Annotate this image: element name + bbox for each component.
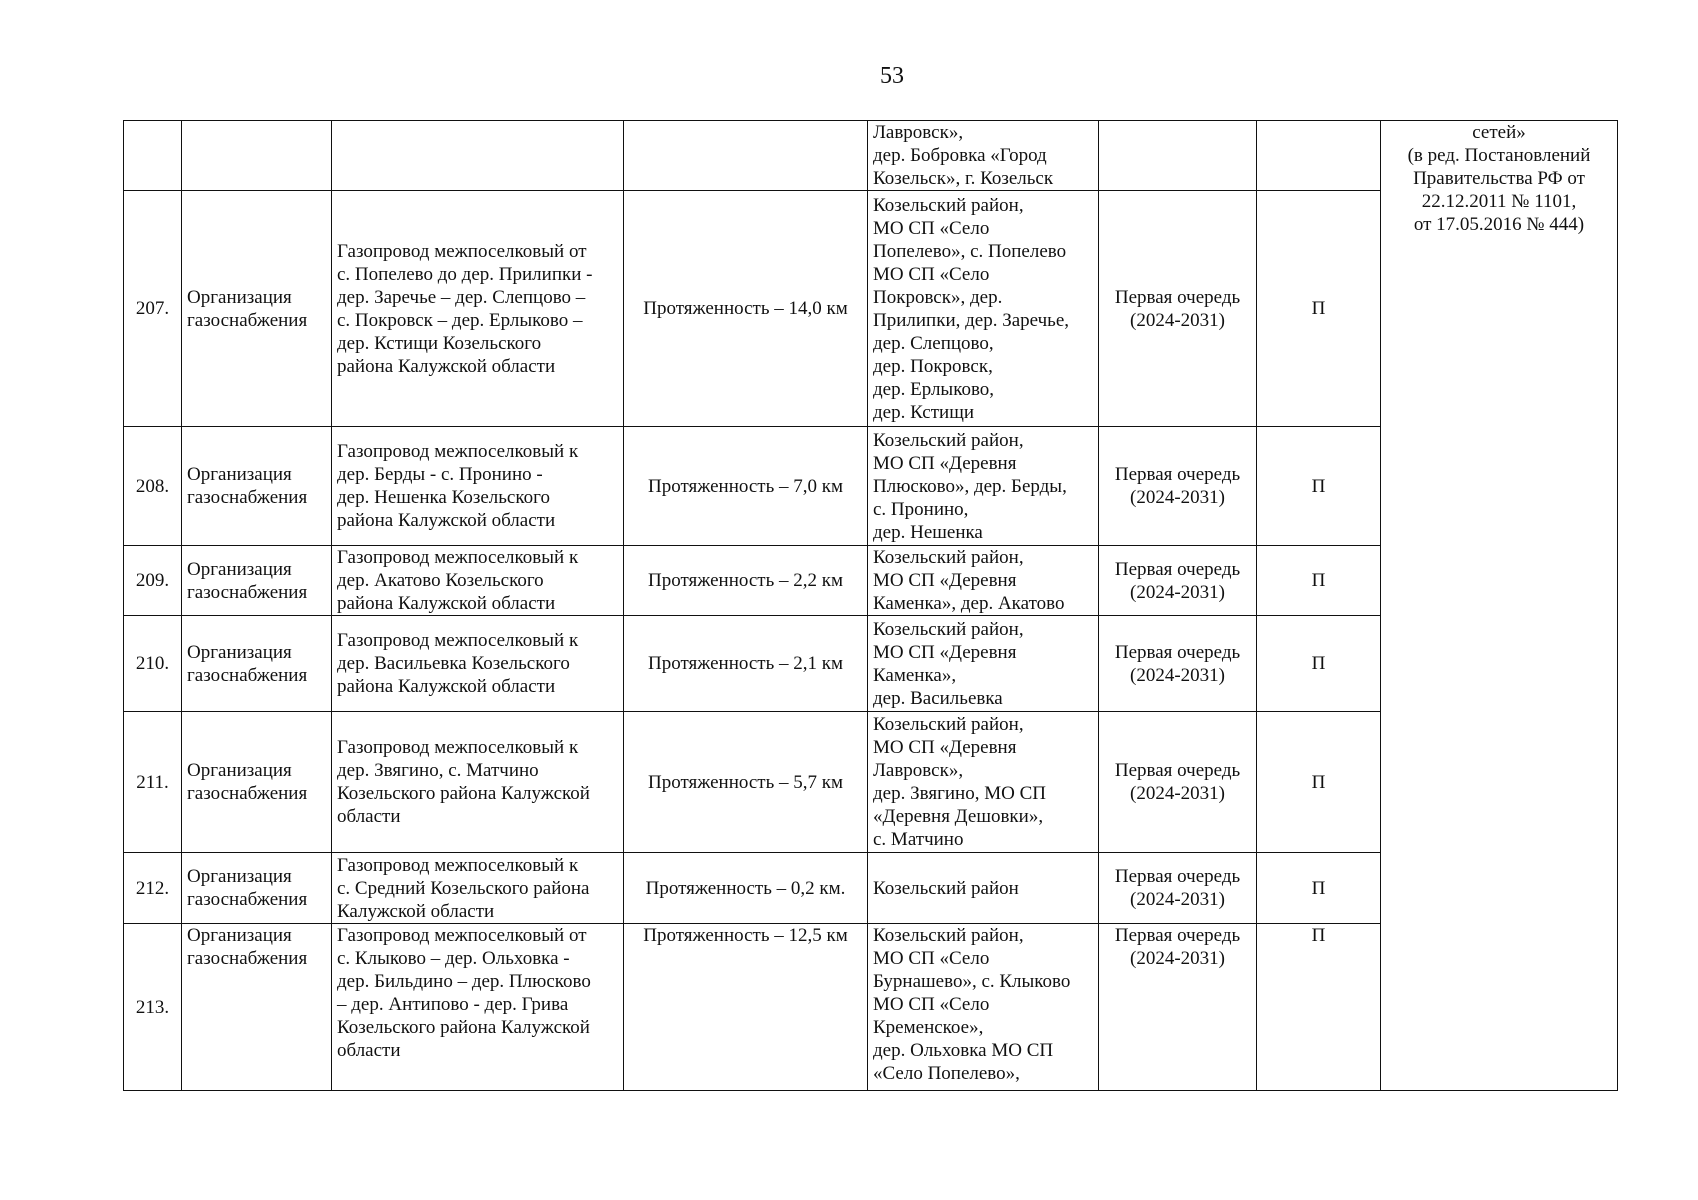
name-line: Газопровод межпоселковый к bbox=[337, 630, 579, 651]
cell-type bbox=[182, 924, 332, 1091]
location-line: Бурнашево», с. Клыково bbox=[873, 971, 1071, 992]
stage-line: Первая очередь bbox=[1114, 866, 1241, 887]
type-line: Организация bbox=[187, 925, 292, 946]
location-line: Лавровск», bbox=[873, 122, 964, 143]
name-line: с. Покровск – дер. Ерлыково – bbox=[337, 309, 583, 331]
location-line: МО СП «Село bbox=[873, 948, 990, 969]
table-body bbox=[124, 121, 1618, 1091]
type-line: газоснабжения bbox=[187, 948, 308, 969]
name-line: дер. Нешенка Козельского bbox=[337, 487, 550, 508]
name-line: района Калужской области bbox=[337, 510, 556, 531]
note-line: от 17.05.2016 № 444) bbox=[1413, 214, 1585, 235]
location-line: дер. Бобровка «Город bbox=[873, 145, 1047, 166]
cell-location bbox=[868, 191, 1099, 427]
type-line: газоснабжения bbox=[187, 487, 308, 508]
stage-line: (2024-2031) bbox=[1130, 948, 1225, 969]
cell-location bbox=[868, 121, 1099, 191]
location-line: Покровск», дер. bbox=[873, 286, 1003, 308]
name-line: области bbox=[337, 1040, 401, 1061]
stage-line: (2024-2031) bbox=[1130, 581, 1225, 603]
cell-location bbox=[868, 616, 1099, 712]
location-line: Козельск», г. Козельск bbox=[873, 168, 1054, 189]
cell-note bbox=[1381, 121, 1618, 1091]
stage-line: Первая очередь bbox=[1114, 760, 1241, 781]
name-line: дер. Васильевка Козельского bbox=[337, 653, 570, 674]
note-line: 22.12.2011 № 1101, bbox=[1421, 191, 1577, 212]
name-line: – дер. Антипово - дер. Грива bbox=[337, 994, 569, 1015]
cell-stage bbox=[1099, 924, 1257, 1091]
name-line: Калужской области bbox=[337, 900, 495, 922]
cell-parameter: Протяженность – 12,5 км bbox=[624, 924, 868, 1091]
location-line: дер. Покровск, bbox=[873, 355, 993, 377]
cell-status: П bbox=[1257, 924, 1381, 1091]
cell-number: 212. bbox=[124, 853, 182, 924]
location-line: Козельский район, bbox=[873, 547, 1024, 568]
cell-name bbox=[332, 616, 624, 712]
cell-type bbox=[182, 616, 332, 712]
cell-type bbox=[182, 853, 332, 924]
type-line: газоснабжения bbox=[187, 889, 308, 910]
cell-status bbox=[1257, 121, 1381, 191]
location-line: МО СП «Деревня bbox=[873, 641, 1017, 663]
cell-type bbox=[182, 546, 332, 616]
cell-name bbox=[332, 712, 624, 853]
cell-name bbox=[332, 924, 624, 1091]
planning-table bbox=[123, 120, 1618, 1091]
type-line: Организация bbox=[187, 464, 292, 485]
location-line: МО СП «Село bbox=[873, 994, 990, 1015]
cell-number: 209. bbox=[124, 546, 182, 616]
cell-status: П bbox=[1257, 853, 1381, 924]
cell-stage bbox=[1099, 712, 1257, 853]
location-line: Кременское», bbox=[873, 1017, 984, 1038]
type-line: Организация bbox=[187, 866, 292, 887]
name-line: Козельского района Калужской bbox=[337, 783, 590, 804]
location-line: дер. Васильевка bbox=[873, 687, 1003, 709]
cell-parameter: Протяженность – 2,1 км bbox=[624, 616, 868, 712]
cell-status: П bbox=[1257, 546, 1381, 616]
cell-status: П bbox=[1257, 712, 1381, 853]
name-line: дер. Кстищи Козельского bbox=[337, 332, 542, 354]
location-line: с. Пронино, bbox=[873, 498, 969, 520]
location-line: дер. Нешенка bbox=[873, 521, 983, 543]
name-line: области bbox=[337, 806, 401, 827]
name-line: дер. Заречье – дер. Слепцово – bbox=[337, 286, 586, 308]
cell-parameter: Протяженность – 14,0 км bbox=[624, 191, 868, 427]
cell-name bbox=[332, 191, 624, 427]
page-number: 53 bbox=[880, 63, 904, 89]
stage-line: (2024-2031) bbox=[1130, 487, 1225, 508]
name-line: дер. Звягино, с. Матчино bbox=[337, 760, 539, 781]
stage-line: Первая очередь bbox=[1114, 641, 1241, 663]
location-line: МО СП «Деревня bbox=[873, 570, 1017, 591]
cell-status: П bbox=[1257, 616, 1381, 712]
cell-location bbox=[868, 924, 1099, 1091]
cell-type bbox=[182, 427, 332, 546]
cell-type bbox=[182, 712, 332, 853]
location-line: дер. Кстищи bbox=[873, 401, 975, 423]
location-line: Козельский район, bbox=[873, 714, 1024, 735]
stage-line: Первая очередь bbox=[1114, 925, 1241, 946]
cell-parameter: Протяженность – 0,2 км. bbox=[624, 853, 868, 924]
location-line: Каменка», дер. Акатово bbox=[873, 593, 1065, 614]
type-line: Организация bbox=[187, 760, 292, 781]
note-line: (в ред. Постановлений bbox=[1407, 145, 1591, 166]
cell-number: 211. bbox=[124, 712, 182, 853]
stage-line: (2024-2031) bbox=[1130, 783, 1225, 804]
name-line: с. Попелево до дер. Прилипки - bbox=[337, 263, 593, 285]
stage-line: Первая очередь bbox=[1114, 558, 1241, 580]
cell-number: 213. bbox=[124, 924, 182, 1091]
type-line: Организация bbox=[187, 558, 292, 580]
name-line: Газопровод межпоселковый к bbox=[337, 547, 579, 568]
cell-name bbox=[332, 427, 624, 546]
name-line: дер. Берды - с. Пронино - bbox=[337, 464, 543, 485]
name-line: Козельского района Калужской bbox=[337, 1017, 590, 1038]
location-line: с. Матчино bbox=[873, 829, 964, 850]
name-line: Газопровод межпоселковый к bbox=[337, 737, 579, 758]
location-line: Лавровск», bbox=[873, 760, 964, 781]
type-line: газоснабжения bbox=[187, 783, 308, 804]
location-line: «Деревня Дешовки», bbox=[873, 806, 1044, 827]
cell-number: 207. bbox=[124, 191, 182, 427]
location-line: МО СП «Село bbox=[873, 263, 990, 285]
location-line: МО СП «Деревня bbox=[873, 737, 1017, 758]
cell-type bbox=[182, 191, 332, 427]
cell-location bbox=[868, 712, 1099, 853]
note-line: Правительства РФ от bbox=[1413, 168, 1585, 189]
location-line: МО СП «Село bbox=[873, 217, 990, 239]
name-line: дер. Акатово Козельского bbox=[337, 570, 544, 591]
table-row-continuation bbox=[124, 121, 1618, 191]
name-line: района Калужской области bbox=[337, 593, 556, 614]
cell-location bbox=[868, 427, 1099, 546]
cell-location bbox=[868, 853, 1099, 924]
stage-line: (2024-2031) bbox=[1130, 889, 1225, 910]
type-line: газоснабжения bbox=[187, 664, 308, 686]
type-line: Организация bbox=[187, 641, 292, 663]
location-line: дер. Слепцово, bbox=[873, 332, 994, 354]
cell-number: 208. bbox=[124, 427, 182, 546]
name-line: с. Средний Козельского района bbox=[337, 877, 590, 899]
cell-stage bbox=[1099, 121, 1257, 191]
type-line: газоснабжения bbox=[187, 581, 308, 603]
stage-line: Первая очередь bbox=[1114, 286, 1241, 308]
note-line: сетей» bbox=[1472, 122, 1526, 143]
cell-status: П bbox=[1257, 191, 1381, 427]
cell-stage bbox=[1099, 853, 1257, 924]
type-line: Организация bbox=[187, 286, 292, 308]
cell-type bbox=[182, 121, 332, 191]
location-line: Козельский район, bbox=[873, 925, 1024, 946]
cell-stage bbox=[1099, 616, 1257, 712]
stage-line: (2024-2031) bbox=[1130, 664, 1225, 686]
cell-stage bbox=[1099, 191, 1257, 427]
location-line: Плюсково», дер. Берды, bbox=[873, 475, 1067, 497]
type-line: газоснабжения bbox=[187, 309, 308, 331]
location-line: Козельский район bbox=[873, 877, 1019, 899]
name-line: Газопровод межпоселковый к bbox=[337, 441, 579, 462]
name-line: Газопровод межпоселковый к bbox=[337, 854, 579, 876]
location-line: Каменка», bbox=[873, 664, 957, 686]
stage-line: (2024-2031) bbox=[1130, 309, 1225, 331]
stage-line: Первая очередь bbox=[1114, 464, 1241, 485]
cell-number bbox=[124, 121, 182, 191]
cell-stage bbox=[1099, 427, 1257, 546]
name-line: дер. Бильдино – дер. Плюсково bbox=[337, 971, 591, 992]
cell-name bbox=[332, 121, 624, 191]
cell-stage bbox=[1099, 546, 1257, 616]
cell-location bbox=[868, 546, 1099, 616]
location-line: дер. Ерлыково, bbox=[873, 378, 995, 400]
location-line: Козельский район, bbox=[873, 194, 1024, 216]
name-line: района Калужской области bbox=[337, 355, 556, 377]
location-line: Прилипки, дер. Заречье, bbox=[873, 309, 1070, 331]
location-line: МО СП «Деревня bbox=[873, 452, 1017, 474]
name-line: Газопровод межпоселковый от bbox=[337, 925, 587, 946]
cell-name bbox=[332, 546, 624, 616]
cell-parameter bbox=[624, 121, 868, 191]
cell-number: 210. bbox=[124, 616, 182, 712]
location-line: дер. Ольховка МО СП bbox=[873, 1040, 1054, 1061]
location-line: Попелево», с. Попелево bbox=[873, 240, 1067, 262]
name-line: с. Клыково – дер. Ольховка - bbox=[337, 948, 570, 969]
location-line: «Село Попелево», bbox=[873, 1063, 1020, 1084]
cell-parameter: Протяженность – 7,0 км bbox=[624, 427, 868, 546]
location-line: Козельский район, bbox=[873, 618, 1024, 640]
name-line: Газопровод межпоселковый от bbox=[337, 240, 587, 262]
location-line: дер. Звягино, МО СП bbox=[873, 783, 1046, 804]
cell-parameter: Протяженность – 5,7 км bbox=[624, 712, 868, 853]
cell-parameter: Протяженность – 2,2 км bbox=[624, 546, 868, 616]
cell-status: П bbox=[1257, 427, 1381, 546]
cell-name bbox=[332, 853, 624, 924]
name-line: района Калужской области bbox=[337, 676, 556, 697]
location-line: Козельский район, bbox=[873, 429, 1024, 451]
